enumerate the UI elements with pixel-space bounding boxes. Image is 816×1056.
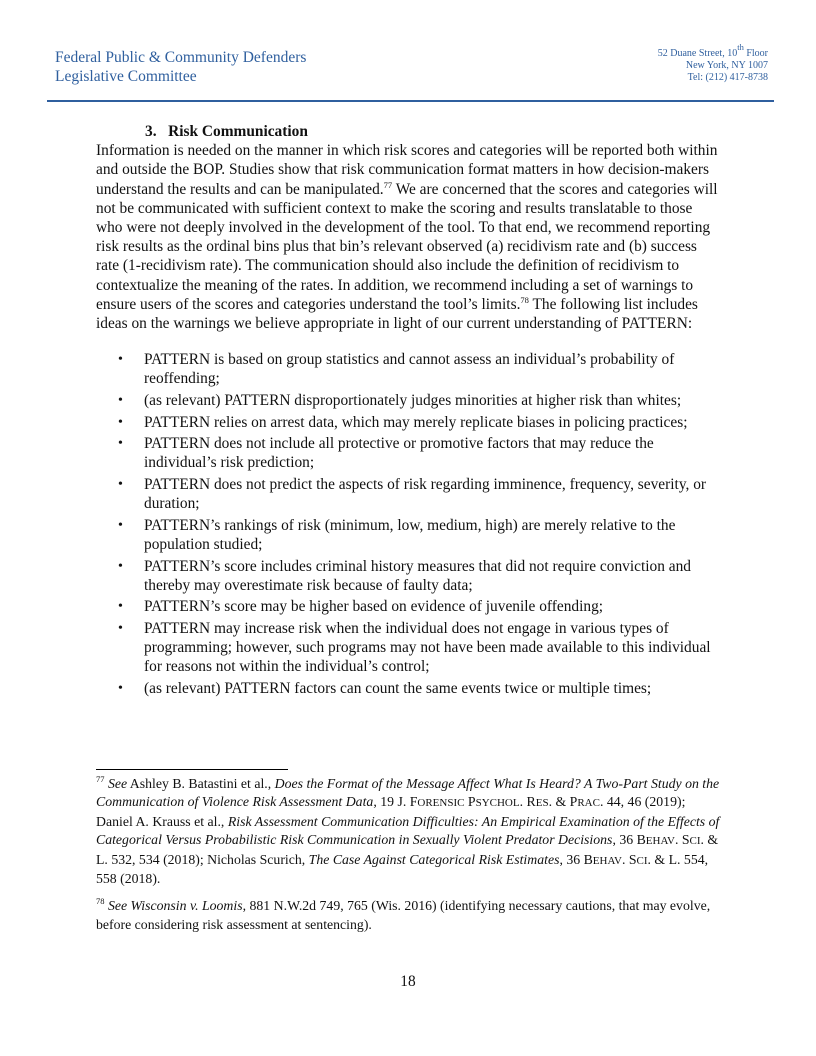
bullet-icon: • bbox=[118, 599, 123, 615]
body-paragraph: Information is needed on the manner in which risk scores and categories will be reported both within and outside the BOP. Studies show that risk communication format matters in how decision-makers understand the results and can be manipulated.$^{77}$ We are concerned that the scores and categories will not be communicated with sufficient context to make the scoring and results translatable to those who were not deeply involved in the development of the tool. To that end, we recommend reporting risk results as the ordinal bins plus that bin’s relevant observed (a) recidivism rate and (b) success rate (1-recidivism rate). The communication should also include the definition of recidivism to contextualize the meaning of the rates. In addition, we recommend including a set of warnings to ensure users of the scores and categories understand the tool’s limits.$^{78}$ The following list includes ideas on the warnings we believe appropriate in light of our current understanding of PATTERN: bbox=[96, 142, 718, 333]
citation-title: Risk Assessment Communication Difficulties: An Empirical Examination of the Effects of Categorical Versus Probabilistic Risk Communication in Sexually Violent Predator Decisions bbox=[96, 813, 720, 848]
list-item: • PATTERN’s rankings of risk (minimum, low, medium, high) are merely relative to the population studied; bbox=[118, 516, 676, 554]
bullet-icon: • bbox=[118, 436, 123, 452]
bullet-icon: • bbox=[118, 517, 123, 533]
committee-name: Legislative Committee bbox=[55, 68, 197, 85]
header-divider bbox=[47, 100, 774, 102]
main-content bbox=[96, 122, 720, 701]
telephone: Tel: (212) 417-8738 bbox=[687, 72, 768, 83]
footnote-ref-78[interactable]: 78 bbox=[520, 294, 529, 305]
list-item: • PATTERN’s score may be higher based on evidence of juvenile offending; bbox=[118, 598, 604, 616]
footnote-number: 78 bbox=[96, 896, 105, 907]
list-item: • PATTERN is based on group statistics and cannot assess an individual’s probability of reoffending; bbox=[118, 351, 675, 388]
list-item: • (as relevant) PATTERN factors can count the same events twice or multiple times; bbox=[118, 680, 652, 697]
section-heading bbox=[145, 122, 720, 141]
org-name: Federal Public & Community Defenders bbox=[55, 49, 307, 66]
list-item: • PATTERN relies on arrest data, which may merely replicate biases in policing practices; bbox=[118, 413, 688, 431]
bullet-icon: • bbox=[118, 621, 123, 636]
list-item: • PATTERN does not predict the aspects of risk regarding imminence, frequency, severity, or duration; bbox=[118, 476, 707, 513]
footnote-77: $^{77}$ See Ashley B. Batastini et al., Does the Format of the Message Affect What Is Heard? A Two-Part Study on the Communication of Violence Risk Assessment Data, 19 J. FORENSIC PSYCHOL. RES. & PRAC. 44, 46 (2019); Daniel A. Krauss et al., Risk Assessment Communication Difficulties: An Empirical Examination of the Effects of Categorical Versus Probabilistic Risk Communication in Sexually Violent Predator Decisions, 36 BEHAV. SCI. & L. 532, 534 (2018); Nicholas Scurich, The Case Against Categorical Risk Estimates, 36 BEHAV. SCI. & L. 554, 558 (2018). bbox=[96, 774, 720, 887]
footnotes bbox=[96, 775, 720, 943]
footnote-number: 77 bbox=[96, 774, 105, 784]
letterhead-address bbox=[657, 42, 768, 84]
list-item: • PATTERN does not include all protective or promotive factors that may reduce the individual’s risk prediction; bbox=[118, 435, 654, 472]
bullet-icon: • bbox=[118, 393, 123, 409]
street-address: 52 Duane Street, 10th Floor bbox=[657, 42, 768, 59]
city-address: New York, NY 1007 bbox=[685, 60, 768, 71]
bullet-icon: • bbox=[118, 681, 123, 696]
bullet-icon: • bbox=[118, 558, 123, 574]
footnote-78: $^{78}$ See Wisconsin v. Loomis, 881 N.W.2d 749, 765 (Wis. 2016) (identifying necessary cautions, that may evolve, before considering risk assessment at sentencing). bbox=[96, 896, 711, 932]
list-item: • PATTERN may increase risk when the individual does not engage in various types of programming; however, such programs may not have been made available to this individual for reasons not within the individual’s control; bbox=[118, 620, 711, 676]
citation-title: The Case Against Categorical Risk Estimates bbox=[308, 851, 560, 867]
bullet-icon: • bbox=[118, 477, 123, 493]
footnote-ref-77[interactable]: 77 bbox=[383, 179, 393, 190]
section-title: Risk Communication bbox=[168, 123, 308, 140]
page-number: 18 bbox=[400, 973, 416, 990]
list-item: • PATTERN’s score includes criminal history measures that did not require conviction and thereby may overestimate risk because of faulty data; bbox=[118, 557, 691, 594]
bullet-icon: • bbox=[118, 352, 123, 368]
citation-title: Does the Format of the Message Affect What Is Heard? A Two-Part Study on the Communication of Violence Risk Assessment Data bbox=[96, 776, 720, 810]
warnings-list bbox=[96, 350, 720, 698]
bullet-icon: • bbox=[118, 414, 123, 430]
citation-title: Wisconsin v. Loomis bbox=[127, 898, 243, 914]
section-number: 3. bbox=[145, 123, 157, 140]
footnote-divider bbox=[96, 769, 288, 770]
list-item: • (as relevant) PATTERN disproportionately judges minorities at higher risk than whites; bbox=[118, 392, 682, 410]
letterhead-organization bbox=[55, 48, 306, 86]
